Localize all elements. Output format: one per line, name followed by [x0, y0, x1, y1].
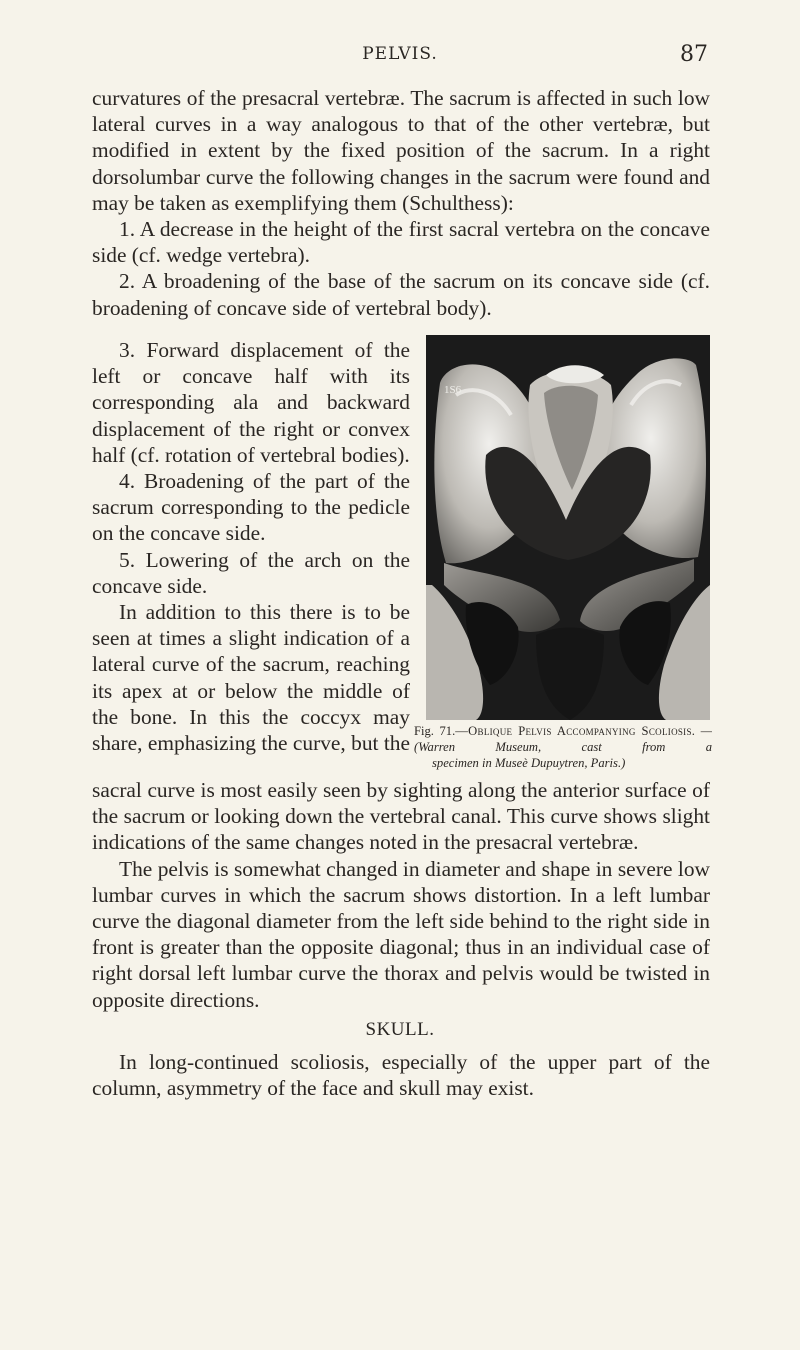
paragraph: sacral curve is most easily seen by sighting along the anterior surface of the sacrum or looking down the vertebral canal. This curve shows slight indications of the same changes noted in the presacral vertebræ. — [92, 778, 710, 855]
pelvis-photograph — [426, 335, 710, 720]
figure-number: Fig. 71. — [414, 724, 456, 738]
figure-caption — [414, 723, 712, 771]
paragraph: In long-continued scoliosis, especially of the upper part of the column, asymmetry of the face and skull may exist. — [92, 1050, 710, 1101]
list-item-3: 3. Forward displacement of the left or concave half with its corresponding ala and backward displacement of the right or convex half (cf. rotation of vertebral bodies). — [92, 338, 410, 467]
page-number: 87 — [680, 42, 708, 67]
paragraph: In addition to this there is to be seen at times a slight indication of a lateral curve of the sacrum, reaching its apex at or below the middle of the bone. In this the coccyx may share, emphasizing the curve, but the — [92, 600, 410, 756]
list-item-2: 2. A broadening of the base of the sacrum on its concave side (cf. broadening of concave side of vertebral body). — [92, 269, 710, 320]
pelvis-illustration — [426, 335, 710, 720]
paragraph: The pelvis is somewhat changed in diameter and shape in severe low lumbar curves in which the sacrum shows distortion. In a left lumbar curve the diagonal diameter from the left side behind to the right side in front is greater than the opposite diagonal; thus in an individual case of right dorsal left lumbar curve the thorax and pelvis would be twisted in opposite directions. — [92, 856, 710, 1012]
running-header: PELVIS. — [362, 44, 438, 64]
list-item-1: 1. A decrease in the height of the first sacral vertebra on the concave side (cf. wedge vertebra). — [92, 217, 710, 268]
top-text-block — [92, 85, 710, 321]
specimen-label: 1S6 — [444, 384, 462, 396]
list-item-5: 5. Lowering of the arch on the concave side. — [92, 547, 410, 598]
section-heading: SKULL. — [365, 1019, 435, 1040]
figure-source: —(Warren Museum, cast from a — [414, 724, 712, 754]
wrapped-text-block — [92, 337, 410, 756]
figure-source-line-2: specimen in Museè Dupuytren, Paris.) — [432, 756, 626, 770]
list-item-4: 4. Broadening of the part of the sacrum corresponding to the pedicle on the concave side. — [92, 469, 410, 546]
figure-title: —Oblique Pelvis Accompanying Scoliosis. — [455, 724, 696, 738]
bottom-text-block — [92, 777, 710, 1013]
closing-text-block — [92, 1049, 710, 1101]
paragraph: curvatures of the presacral vertebræ. The sacrum is affected in such low lateral curves in a way analogous to that of the other vertebræ, but modified in extent by the fixed position of the sacrum. In a right dorsolumbar curve the following changes in the sacrum were found and may be taken as exemplifying them (Schulthess): — [92, 86, 710, 215]
